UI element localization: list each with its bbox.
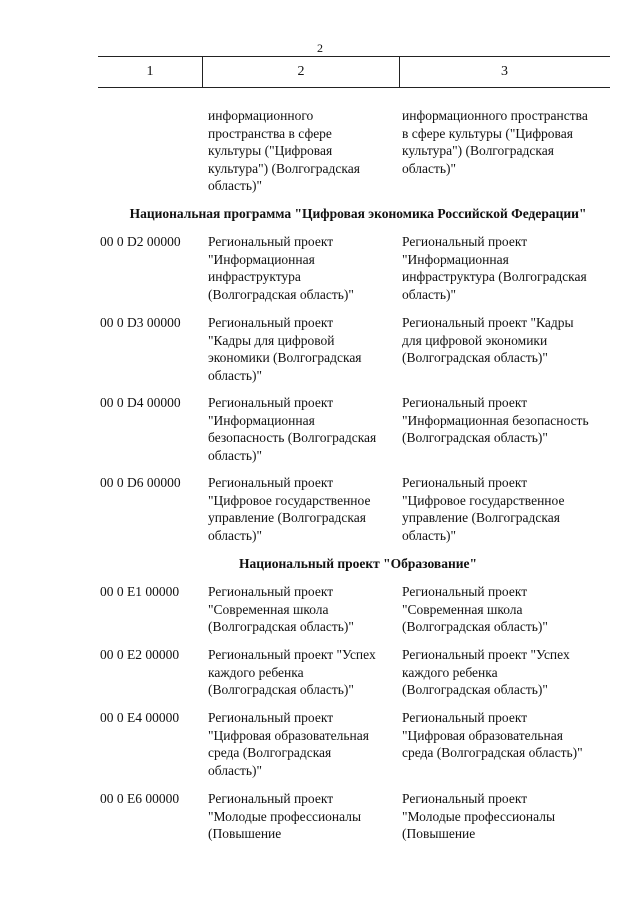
row-col-3: Региональный проект "Информационная инфраструктура (Волгоградская область)"	[402, 234, 587, 302]
row-col-3: Региональный проект "Современная школа (Волгоградская область)"	[402, 584, 548, 634]
row-code: 00 0 E2 00000	[100, 647, 180, 662]
continued-col-3: информационного пространства в сфере культуры ("Цифровая культура") (Волгоградская область)"	[402, 108, 588, 176]
row-col-3: Региональный проект "Цифровая образовательная среда (Волгоградская область)"	[402, 710, 583, 760]
row-col-2: Региональный проект "Молодые профессионалы (Повышение	[208, 791, 362, 841]
page-number: 2	[317, 41, 323, 55]
row-col-2: Региональный проект "Успех каждого ребенка (Волгоградская область)"	[208, 647, 376, 697]
row-col-3: Региональный проект "Молодые профессионалы (Повышение	[402, 791, 556, 841]
row-code: 00 0 E4 00000	[100, 710, 180, 725]
row-col-2: Региональный проект "Современная школа (Волгоградская область)"	[208, 584, 354, 634]
continued-col-2: информационного пространства в сфере культуры ("Цифровая культура") (Волгоградская область)"	[208, 108, 360, 193]
row-col-2: Региональный проект "Цифровая образовательная среда (Волгоградская область)"	[208, 710, 369, 778]
table-header	[98, 56, 610, 88]
row-col-2: Региональный проект "Кадры для цифровой экономики (Волгоградская область)"	[208, 315, 362, 383]
row-col-3: Региональный проект "Успех каждого ребенка (Волгоградская область)"	[402, 647, 570, 697]
row-code: 00 0 D4 00000	[100, 395, 181, 410]
row-code: 00 0 E1 00000	[100, 584, 180, 599]
header-col-3: 3	[501, 64, 508, 79]
row-col-3: Региональный проект "Кадры для цифровой экономики (Волгоградская область)"	[402, 315, 574, 365]
row-col-2: Региональный проект "Информационная инфраструктура (Волгоградская область)"	[208, 234, 354, 302]
row-code: 00 0 D2 00000	[100, 234, 181, 249]
row-col-2: Региональный проект "Цифровое государственное управление (Волгоградская область)"	[208, 475, 371, 543]
section-title-education: Национальный проект "Образование"	[238, 556, 478, 571]
row-code: 00 0 E6 00000	[100, 791, 180, 806]
row-col-2: Региональный проект "Информационная безопасность (Волгоградская область)"	[208, 395, 377, 463]
header-col-2: 2	[202, 57, 400, 87]
row-col-3: Региональный проект "Информационная безопасность (Волгоградская область)"	[402, 395, 589, 445]
row-code: 00 0 D3 00000	[100, 315, 181, 330]
section-title-digital-economy: Национальная программа "Цифровая экономика Российской Федерации"	[129, 206, 587, 221]
row-code: 00 0 D6 00000	[100, 475, 181, 490]
row-col-3: Региональный проект "Цифровое государственное управление (Волгоградская область)"	[402, 475, 565, 543]
header-col-1: 1	[146, 64, 154, 79]
